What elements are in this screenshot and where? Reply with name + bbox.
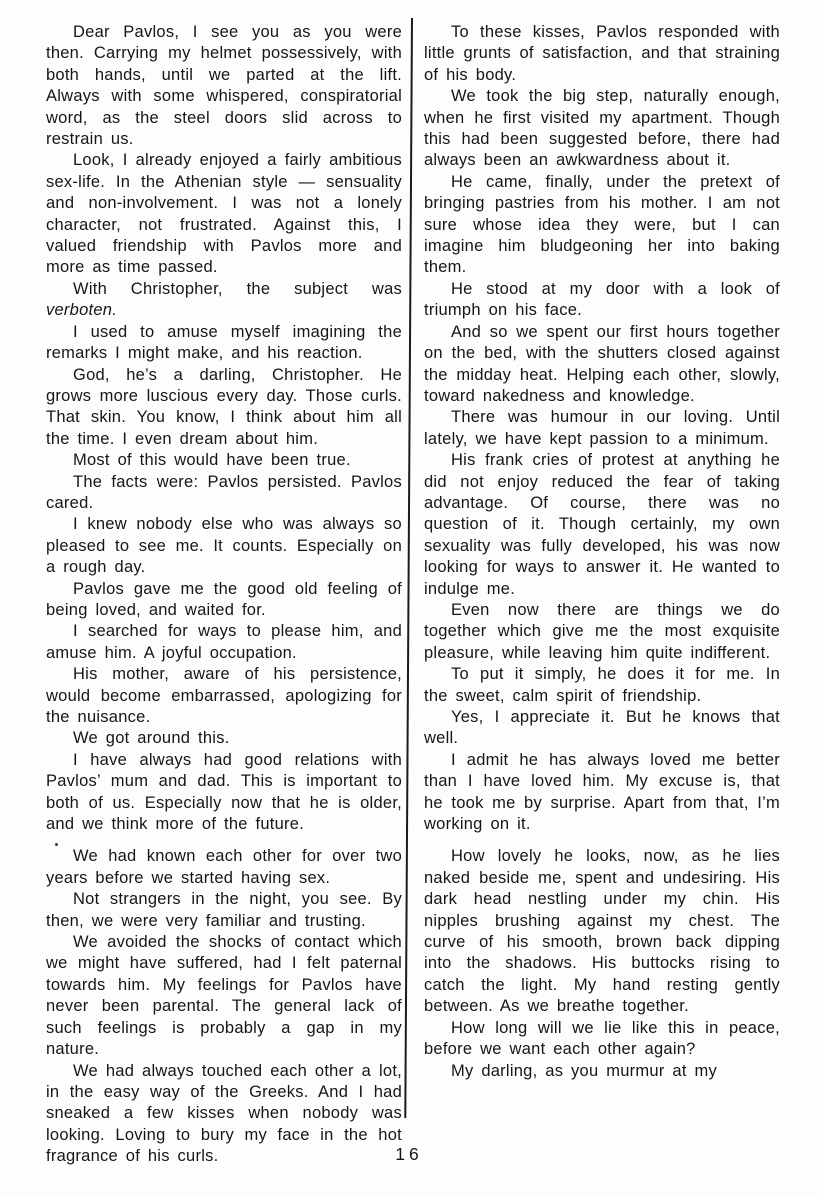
paragraph bbox=[46, 472, 402, 515]
paragraph bbox=[46, 365, 402, 451]
paragraph bbox=[424, 707, 780, 750]
column-divider-rule bbox=[404, 18, 413, 1118]
text-run: I used to amuse myself imagining the remarks I might make, and his reaction. bbox=[46, 322, 402, 363]
text-run: And so we spent our first hours together on the bed, with the shutters closed against the midday heat. Helping each other, slowly, toward nakedness and knowledge. bbox=[424, 322, 780, 405]
left-column bbox=[46, 22, 402, 1168]
text-run: With Christopher, the subject was bbox=[73, 279, 402, 298]
text-run: He came, finally, under the pretext of bringing pastries from his mother. I am not sure whose idea they were, but I can imagine him bludgeoning her into baking them. bbox=[424, 172, 780, 277]
paragraph bbox=[46, 846, 402, 889]
paragraph bbox=[46, 514, 402, 578]
text-run: Look, I already enjoyed a fairly ambitious sex-life. In the Athenian style — sensuality and non-involvement. I was not a lonely character, not frustrated. Against this, I valued friendship with Pavlos more and more as time passed. bbox=[46, 151, 402, 277]
text-run: Pavlos gave me the good old feeling of being loved, and waited for. bbox=[46, 579, 402, 619]
paragraph bbox=[424, 1018, 780, 1061]
text-run: Dear Pavlos, I see you as you were then. Carrying my helmet possessively, with both hands, until we parted at the lift. Always with some whispered, conspiratorial word, as the steel doors slid across to restrain us. bbox=[46, 23, 402, 149]
paragraph bbox=[46, 150, 402, 278]
text-run: We had known each other for over two years before we started having sex. bbox=[46, 847, 402, 887]
paragraph bbox=[424, 600, 780, 664]
paragraph bbox=[46, 621, 402, 664]
text-run: How lovely he looks, now, as he lies naked beside me, spent and undesiring. His dark head nestling under my chin. His nipples brushing against my chest. The curve of his smooth, brown back dipping into the shadows. His buttocks rising to catch the light. My hand resting gently between. As we breathe together. bbox=[424, 847, 780, 1016]
text-run: How long will we lie like this in peace, before we want each other again? bbox=[424, 1018, 780, 1059]
text-run: Yes, I appreciate it. But he knows that well. bbox=[424, 708, 780, 748]
paragraph bbox=[46, 22, 402, 150]
paragraph bbox=[46, 750, 402, 836]
text-run: Not strangers in the night, you see. By then, we were very familiar and trusting. bbox=[46, 890, 402, 930]
text-run: We avoided the shocks of contact which we might have suffered, had I felt paternal towards him. My feelings for Pavlos have never been parental. The general lack of such feelings is probably a gap in my nature. bbox=[46, 933, 402, 1059]
paragraph bbox=[424, 664, 780, 707]
text-run: I searched for ways to please him, and amuse him. A joyful occupation. bbox=[46, 622, 402, 662]
paragraph bbox=[424, 750, 780, 836]
paragraph bbox=[46, 889, 402, 932]
right-column bbox=[424, 22, 780, 1082]
text-run: He stood at my door with a look of triumph on his face. bbox=[424, 279, 780, 320]
paragraph bbox=[46, 322, 402, 365]
scan-speckle bbox=[55, 843, 58, 846]
paragraph bbox=[424, 86, 780, 172]
paragraph bbox=[424, 172, 780, 279]
text-run: We took the big step, naturally enough, when he first visited my apartment. Though this had been suggested before, there had always been an awkwardness about it. bbox=[424, 87, 780, 170]
text-run: We had always touched each other a lot, in the easy way of the Greeks. And I had sneaked a few kisses when nobody was looking. Loving to bury my face in the hot fragrance of his curls. bbox=[46, 1061, 402, 1166]
paragraph bbox=[424, 279, 780, 322]
text-run: Even now there are things we do together which give me the most exquisite pleasure, while leaving him quite indifferent. bbox=[424, 600, 780, 662]
text-run: I have always had good relations with Pavlos’ mum and dad. This is important to both of us. Especially now that he is older, and we think more of the future. bbox=[46, 750, 402, 834]
paragraph bbox=[46, 279, 402, 322]
text-run: To these kisses, Pavlos responded with little grunts of satisfaction, and that straining of his body. bbox=[424, 23, 780, 84]
text-run: His frank cries of protest at anything he did not enjoy reduced the fear of taking advantage. Of course, there was no question of it. Though certainly, my own sexuality was fully developed, his was now looking for ways to answer it. He wanted to indulge me. bbox=[424, 451, 780, 598]
text-run: God, he’s a darling, Christopher. He grows more luscious every day. Those curls. That skin. You know, I think about him all the time. I even dream about him. bbox=[46, 365, 402, 448]
page-number: 16 bbox=[395, 1144, 423, 1164]
paragraph bbox=[424, 450, 780, 600]
text-run: I knew nobody else who was always so pleased to see me. It counts. Especially on a rough day. bbox=[46, 515, 402, 577]
italic-text-run: verboten. bbox=[46, 301, 118, 320]
paragraph bbox=[46, 932, 402, 1060]
paragraph bbox=[424, 846, 780, 1017]
paragraph bbox=[424, 22, 780, 86]
paragraph bbox=[46, 579, 402, 622]
text-run: His mother, aware of his persistence, would become embarrassed, apologizing for the nuisance. bbox=[46, 665, 402, 726]
paragraph bbox=[424, 407, 780, 450]
paragraph bbox=[46, 450, 402, 471]
text-run: There was humour in our loving. Until lately, we have kept passion to a minimum. bbox=[424, 408, 780, 448]
paragraph bbox=[424, 322, 780, 408]
text-run: My darling, as you murmur at my bbox=[451, 1061, 717, 1080]
text-run: Most of this would have been true. bbox=[73, 451, 351, 470]
text-run: I admit he has always loved me better than I have loved him. My excuse is, that he took me by surprise. Apart from that, I’m working on it. bbox=[424, 750, 780, 834]
paragraph bbox=[46, 728, 402, 749]
paragraph bbox=[46, 664, 402, 728]
text-run: We got around this. bbox=[73, 729, 230, 748]
text-run: The facts were: Pavlos persisted. Pavlos cared. bbox=[46, 472, 402, 512]
paragraph bbox=[424, 1061, 780, 1082]
text-run: To put it simply, he does it for me. In the sweet, calm spirit of friendship. bbox=[424, 665, 780, 705]
